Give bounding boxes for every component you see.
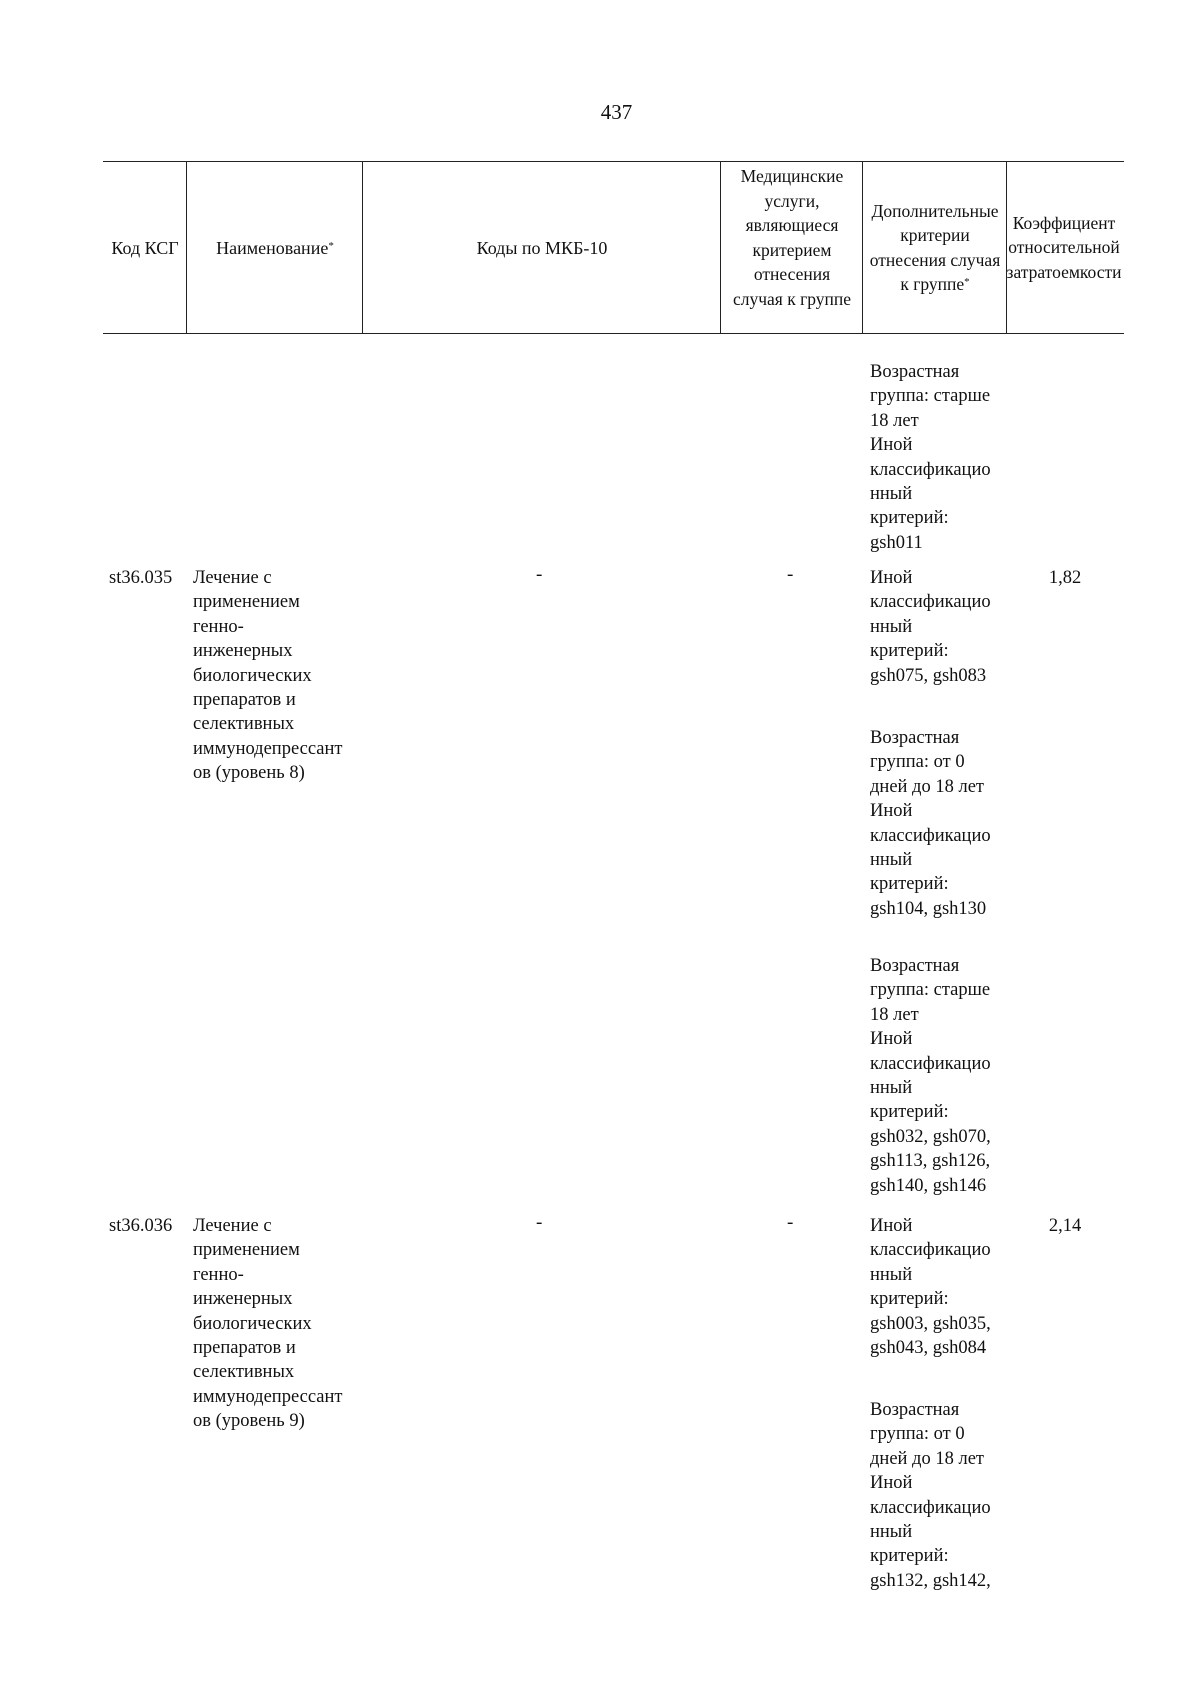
row-name: Лечение с применением генно- инженерных биологических препаратов и селективных иммунодепрессант ов (уровень 8)	[193, 568, 343, 784]
page-number: 437	[600, 100, 633, 124]
row-criteria: Иной классификацио нный критерий: gsh003, gsh035, gsh043, gsh084	[870, 1216, 991, 1359]
row-criteria: Иной классификацио нный критерий: gsh075, gsh083	[870, 568, 991, 686]
row-criteria: Возрастная группа: от 0 дней до 18 лет Иной классификацио нный критерий: gsh104, gsh130	[870, 728, 991, 919]
row-code: st36.036	[109, 1216, 173, 1236]
header-services: Медицинские услуги, являющиеся критерием отнесения случая к группе	[732, 166, 852, 309]
header-name: Наименование*	[216, 237, 334, 258]
row-mkb: -	[536, 564, 543, 585]
header-mkb: Коды по МКБ-10	[476, 237, 608, 258]
row-coef: 2,14	[1048, 1216, 1082, 1236]
row-services: -	[787, 564, 794, 585]
row-code: st36.035	[109, 568, 173, 588]
continued-criteria: Возрастная группа: старше 18 лет Иной классификацио нный критерий: gsh011	[870, 362, 991, 553]
row-services: -	[787, 1212, 794, 1233]
row-mkb: -	[536, 1212, 543, 1233]
table-header-bottom-border	[103, 333, 1124, 334]
row-name: Лечение с применением генно- инженерных биологических препаратов и селективных иммунодепрессант ов (уровень 9)	[193, 1216, 343, 1432]
header-code: Код КСГ	[111, 237, 179, 258]
row-coef: 1,82	[1048, 568, 1082, 588]
row-criteria: Возрастная группа: старше 18 лет Иной классификацио нный критерий: gsh032, gsh070, gsh113, gsh126, gsh140, gsh146	[870, 956, 991, 1196]
row-criteria: Возрастная группа: от 0 дней до 18 лет Иной классификацио нный критерий: gsh132, gsh142,	[870, 1400, 991, 1591]
header-coef: Коэффициент относительной затратоемкости	[1006, 212, 1122, 282]
header-extra-criteria: Дополнительные критерии отнесения случая к группе*	[869, 200, 1001, 294]
column-divider	[720, 161, 721, 334]
column-divider	[362, 161, 363, 334]
column-divider	[862, 161, 863, 334]
column-divider	[186, 161, 187, 334]
